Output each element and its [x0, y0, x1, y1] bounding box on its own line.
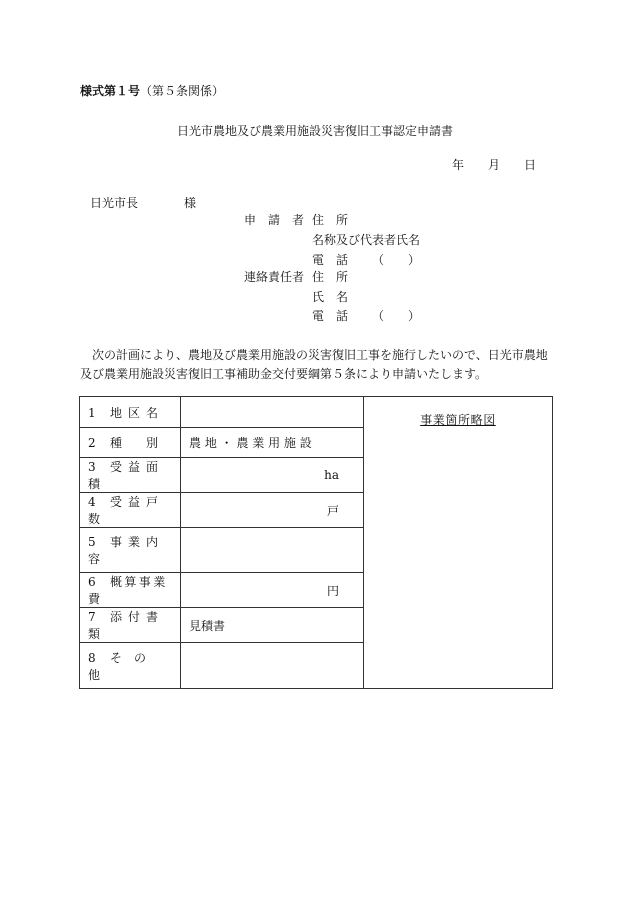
applicant-phone-label: 電 話: [312, 253, 349, 267]
row-label-text: 添付書類: [88, 610, 165, 641]
form-number: [80, 82, 224, 99]
row-label: [80, 493, 181, 528]
row-value: ha: [181, 458, 364, 493]
row-label-text: 受益戸数: [88, 495, 165, 526]
row-label-text: 概算事業費: [88, 575, 168, 606]
application-paragraph: 次の計画により、農地及び農業用施設の災害復旧工事を施行したいので、日光市農地及び農業用施設災害復旧工事補助金交付要綱第５条により申請いたします。: [80, 348, 548, 381]
date-year: 年: [452, 158, 465, 172]
addressee: 日光市長: [90, 196, 139, 210]
applicant-role: 申 請 者: [244, 213, 305, 227]
map-title: 事業箇所略図: [420, 413, 496, 427]
row-label-text: 地区名: [110, 405, 165, 420]
row-value: [181, 397, 364, 428]
row-value: [181, 528, 364, 573]
row-number: 7: [88, 610, 96, 624]
row-number: 3: [88, 460, 96, 474]
row-number: 5: [88, 535, 96, 549]
contact-role: 連絡責任者: [244, 270, 305, 284]
honorific: 様: [184, 196, 197, 210]
application-table: [79, 396, 553, 689]
row-label-text: その他: [88, 650, 159, 682]
row-value: 戸: [181, 493, 364, 528]
contact-phone-paren: （ ）: [372, 309, 421, 323]
row-label: [80, 458, 181, 493]
document-title: 日光市農地及び農業用施設災害復旧工事認定申請書: [176, 124, 453, 138]
row-label: [80, 397, 181, 428]
applicant-phone-paren: （ ）: [372, 253, 421, 267]
row-label: [80, 428, 181, 458]
row-label: [80, 643, 181, 689]
applicant-address-label: 住 所: [312, 213, 349, 227]
date-month: 月: [488, 158, 501, 172]
row-value: [181, 643, 364, 689]
row-label: [80, 608, 181, 643]
table-row: [80, 397, 553, 428]
row-label-text: 種 別: [110, 436, 165, 450]
row-number: 6: [88, 575, 96, 589]
date-day: 日: [524, 158, 537, 172]
contact-address-label: 住 所: [312, 270, 349, 284]
row-number: 2: [88, 436, 96, 450]
row-number: 1: [88, 405, 96, 420]
row-label: [80, 528, 181, 573]
row-label-text: 事業内容: [88, 535, 165, 566]
form-number-label: 様式第１号: [80, 84, 141, 98]
row-label-text: 受益面積: [88, 460, 165, 491]
form-relation: （第５条関係）: [140, 84, 225, 98]
row-value: 見積書: [181, 608, 364, 643]
contact-name-label: 氏 名: [312, 290, 349, 304]
map-cell: [364, 397, 553, 689]
row-label: [80, 573, 181, 608]
row-value: 円: [181, 573, 364, 608]
row-number: 8: [88, 650, 96, 665]
row-value: 農 地 ・ 農 業 用 施 設: [181, 428, 364, 458]
row-number: 4: [88, 495, 96, 509]
applicant-name-label: 名称及び代表者氏名: [312, 233, 421, 247]
contact-phone-label: 電 話: [312, 309, 349, 323]
